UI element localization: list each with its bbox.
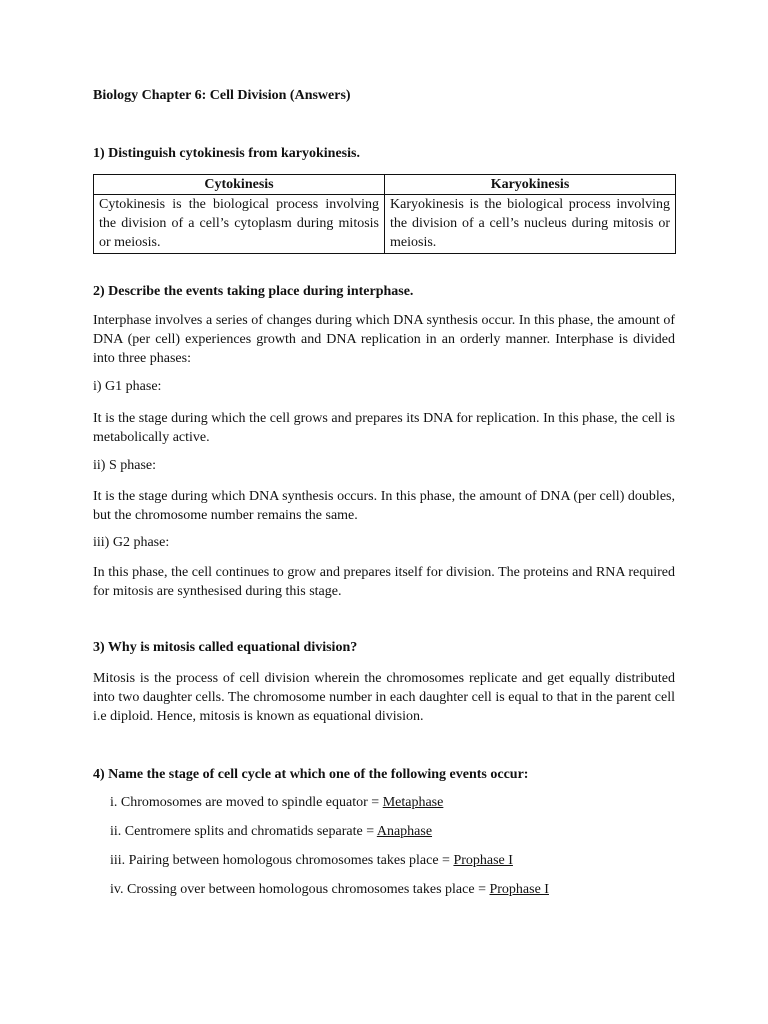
event-text: iii. Pairing between homologous chromosomes takes place =	[110, 853, 454, 868]
mitosis-answer: Mitosis is the process of cell division wherein the chromosomes replicate and get equally distributed into two daughter cells. The chromosome number in each daughter cell is equal to that in the parent cell i.e diploid. Hence, mitosis is known as equational division.	[93, 671, 675, 724]
event-text: i. Chromosomes are moved to spindle equator =	[110, 795, 383, 810]
comparison-table	[93, 174, 676, 254]
stage-answer: Metaphase	[382, 795, 444, 810]
s-phase-label: ii) S phase:	[93, 458, 156, 473]
list-item	[110, 824, 432, 840]
g2-phase-text: In this phase, the cell continues to grow and prepares itself for division. The proteins and RNA required for mitosis are synthesised during this stage.	[93, 565, 675, 599]
table-header-karyokinesis: Karyokinesis	[385, 175, 676, 195]
question-4-heading: 4) Name the stage of cell cycle at which one of the following events occur:	[93, 767, 529, 782]
s-phase-text: It is the stage during which DNA synthesis occurs. In this phase, the amount of DNA (per cell) doubles, but the chromosome number remains the same.	[93, 489, 675, 523]
g1-phase-text: It is the stage during which the cell grows and prepares its DNA for replication. In this phase, the cell is metabolically active.	[93, 411, 675, 445]
stage-answer: Prophase I	[453, 853, 513, 868]
g1-phase-label: i) G1 phase:	[93, 379, 162, 394]
question-1-heading: 1) Distinguish cytokinesis from karyokinesis.	[93, 146, 360, 161]
table-cell-cytokinesis: Cytokinesis is the biological process involving the division of a cell’s cytoplasm during mitosis or meiosis.	[94, 195, 385, 254]
list-item	[110, 795, 443, 811]
stage-answer: Anaphase	[376, 824, 433, 839]
list-item	[110, 853, 513, 869]
g2-phase-label: iii) G2 phase:	[93, 535, 170, 550]
table-header-row	[94, 175, 676, 195]
question-3-heading: 3) Why is mitosis called equational division?	[93, 640, 358, 655]
list-item	[110, 882, 549, 898]
interphase-intro: Interphase involves a series of changes during which DNA synthesis occur. In this phase, the amount of DNA (per cell) experiences growth and DNA replication in an orderly manner. Interphase is divided into three phases:	[93, 313, 675, 366]
table-row	[94, 195, 676, 254]
stage-answer: Prophase I	[489, 882, 549, 897]
table-cell-karyokinesis: Karyokinesis is the biological process involving the division of a cell’s nucleus during mitosis or meiosis.	[385, 195, 676, 254]
event-text: ii. Centromere splits and chromatids separate =	[110, 824, 377, 839]
event-text: iv. Crossing over between homologous chromosomes takes place =	[110, 882, 490, 897]
question-2-heading: 2) Describe the events taking place during interphase.	[93, 284, 414, 299]
page-title: Biology Chapter 6: Cell Division (Answers)	[93, 88, 351, 103]
table-header-cytokinesis: Cytokinesis	[94, 175, 385, 195]
